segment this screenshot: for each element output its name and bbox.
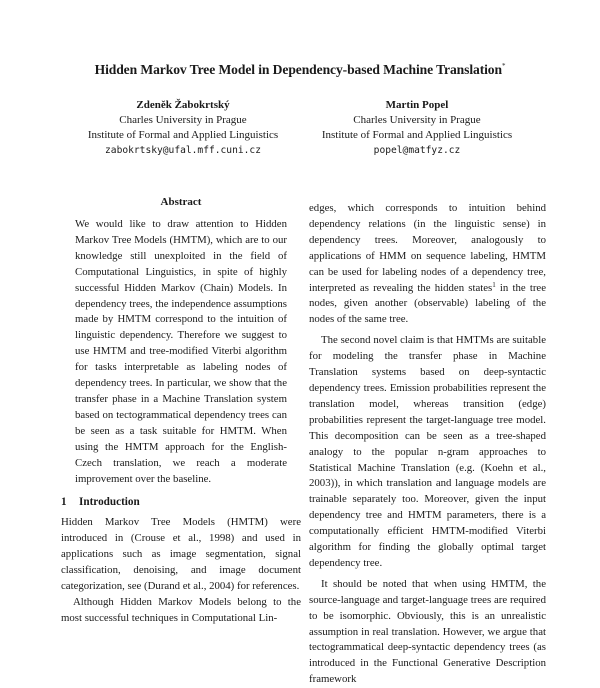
right-paragraph-1-continuation: in the tree nodes, given another (observable) labeling of the nodes of the same tree.	[309, 281, 546, 326]
paper-title	[0, 62, 600, 78]
title-footnote-mark: *	[501, 62, 506, 70]
right-paragraph-2: The second novel claim is that HMTMs are suitable for modeling the transfer phase in Machine Translation systems based on deep-syntactic dependency trees. Emission probabilities represent the translation model, whereas transition (edge) probabilities represent the target-language tree model. This decomposition can be seen as a tree-shaped analogy to the popular n-gram approaches to Statistical Machine Translation (e.g. (Koehn et al., 2003)), in which translation and language models are trainable separately too. Moreover, given the input dependency tree and HMTM parameters, there is a computationally efficient HMTM-modified Viterbi algorithm for finding the globally optimal target dependency tree.	[309, 334, 546, 569]
section-title: Introduction	[79, 496, 140, 509]
author-institute: Institute of Formal and Applied Linguistics	[321, 129, 513, 141]
intro-paragraph-1: Hidden Markov Tree Models (HMTM) were introduced in (Crouse et al., 1998) and used in applications such as image segmentation, signal classification, denoising, and image document categorization, see (Durand et al., 2004) for references.	[61, 516, 301, 593]
right-paragraph-1-text: edges, which corresponds to intuition behind dependency relations (in the linguistic sense) in dependency trees. Moreover, analogously to applications of HMM on sequence labeling, HMTM can be used for labeling nodes of a dependency tree, interpreted as revealing the hidden states	[309, 202, 546, 294]
right-paragraph-1	[309, 201, 546, 328]
section-heading-introduction	[61, 495, 301, 510]
abstract-heading: Abstract	[160, 196, 202, 208]
author-affiliation: Charles University in Prague	[353, 114, 481, 126]
left-column	[61, 195, 301, 627]
author-name: Zdeněk Žabokrtský	[136, 99, 230, 111]
author-affiliation: Charles University in Prague	[119, 114, 247, 126]
author-email: zabokrtsky@ufal.mff.cuni.cz	[105, 145, 261, 156]
right-paragraph-3: It should be noted that when using HMTM, the source-language and target-language trees are required to be isomorphic. Obviously, this is an unrealistic assumption in real translation. However, we argue that tectogrammatical deep-syntactic dependency trees (as introduced in the Functional Generative Description framework	[309, 577, 546, 686]
author-block-1	[58, 98, 308, 158]
abstract-text: We would like to draw attention to Hidden Markov Tree Models (HMTM), which are to our knowledge still unexploited in the field of Computational Linguistics, in spite of highly successful Hidden Markov (Chain) Models. In dependency trees, the independence assumptions made by HMTM correspond to the intuition of linguistic dependency. Therefore we suggest to use HMTM and tree-modified Viterbi algorithm for tasks interpretable as labeling nodes of dependency trees. In particular, we show that the transfer phase in a Machine Translation system based on tectogrammatical dependency trees can be seen as a task suitable for HMTM. When using the HMTM approach for the English-Czech translation, we reach a moderate improvement over the baseline.	[75, 218, 287, 485]
author-name: Martin Popel	[385, 99, 449, 111]
right-column	[309, 201, 546, 688]
author-institute: Institute of Formal and Applied Linguistics	[87, 129, 279, 141]
author-block-2	[292, 98, 542, 158]
author-email: popel@matfyz.cz	[373, 145, 461, 156]
intro-paragraph-2: Although Hidden Markov Models belong to the most successful techniques in Computational Lin-	[61, 595, 301, 624]
title-text: Hidden Markov Tree Model in Dependency-based Machine Translation	[94, 62, 502, 77]
footnote-mark: 1	[492, 280, 496, 289]
section-number: 1	[61, 496, 67, 509]
